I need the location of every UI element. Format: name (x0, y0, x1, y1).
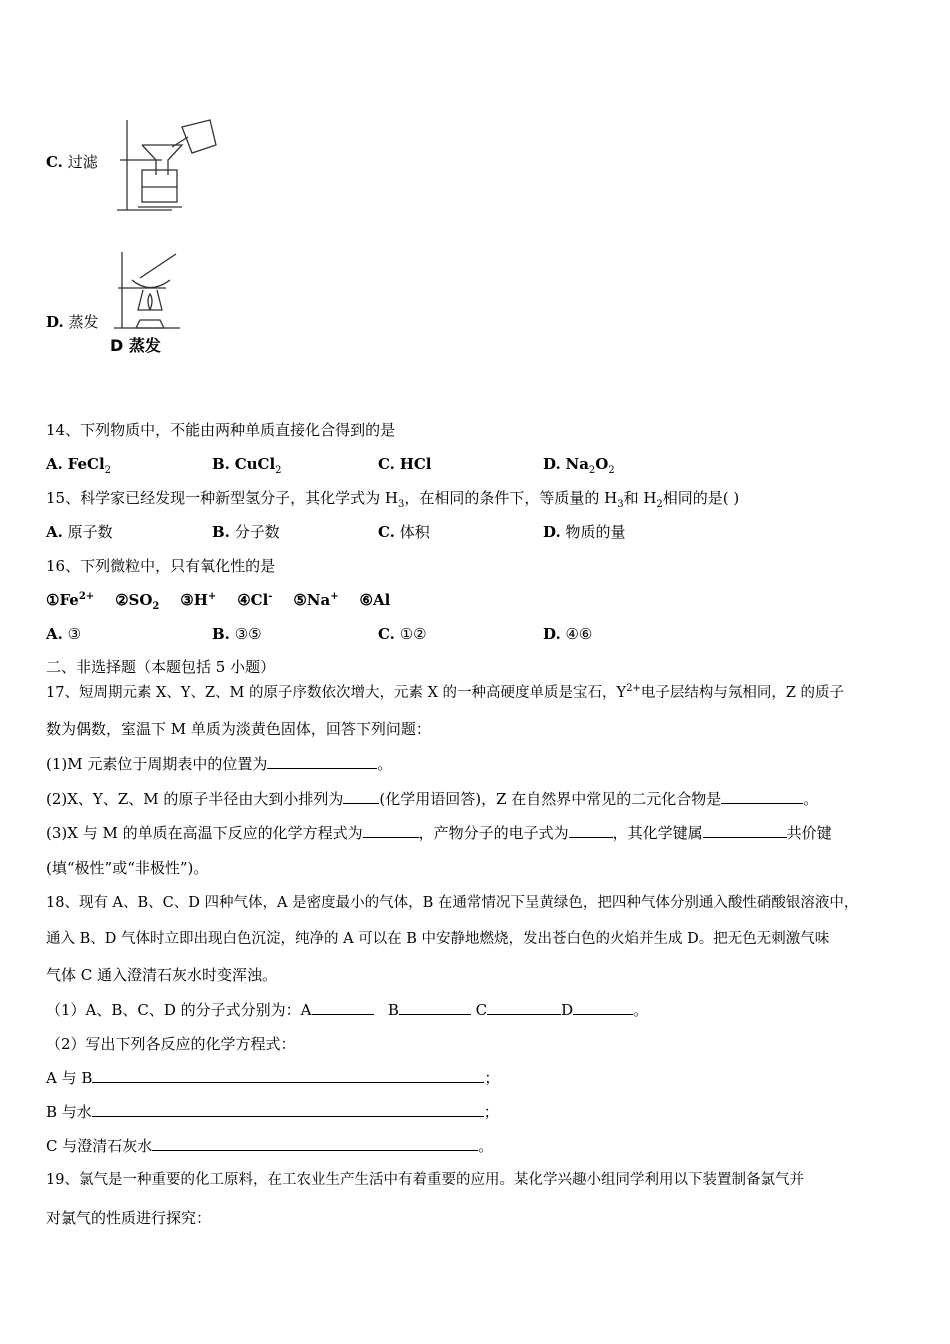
option-key: C. (378, 455, 395, 473)
q14-stem: 14、下列物质中，不能由两种单质直接化合得到的是 (46, 421, 396, 439)
option-text: 物质的量 (565, 523, 626, 541)
option-key: C. (46, 153, 63, 171)
q14-option-d[interactable] (543, 454, 615, 474)
answer-blank[interactable] (312, 1000, 374, 1015)
subscript: 2 (588, 465, 596, 476)
q18-stem-line1: 18、现有 A、B、C、D 四种气体，A 是密度最小的气体，B 在通常情况下呈黄绿色，把四种气体分别通入酸性硝酸银溶液中， (46, 895, 859, 911)
q15-option-d[interactable] (543, 522, 626, 542)
option-text: ①② (399, 625, 427, 643)
q17-stem-line2: 数为偶数，室温下 M 单质为淡黄色固体，回答下列问题： (46, 720, 431, 738)
option-key: C. (378, 625, 395, 643)
answer-blank[interactable] (573, 1000, 633, 1015)
q14-option-a[interactable] (46, 454, 111, 474)
q14-option-b[interactable] (212, 454, 282, 474)
option-text: 蒸发 (68, 313, 99, 331)
option-text: FeCl (67, 455, 105, 473)
subscript: 2 (656, 499, 663, 510)
option-key: B. (212, 455, 230, 473)
q17-part1: (1)M 元素位于周期表中的位置为 。 (46, 755, 393, 773)
option-key: D. (543, 455, 561, 473)
q19-stem-line2: 对氯气的性质进行探究： (46, 1209, 212, 1227)
q16-stem: 16、下列微粒中，只有氧化性的是 (46, 557, 276, 575)
answer-blank[interactable] (92, 1068, 484, 1083)
option-key: D. (46, 313, 64, 331)
answer-blank[interactable] (487, 1000, 561, 1015)
q17-part3: (3)X 与 M 的单质在高温下反应的化学方程式为 ，产物分子的电子式为 ，其化学键属 共价键 (46, 824, 832, 842)
subscript: 3 (397, 499, 405, 510)
option-text: 分子数 (234, 523, 280, 541)
q16-option-d[interactable] (543, 624, 592, 644)
q18-stem-line2: 通入 B、D 气体时立即出现白色沉淀，纯净的 A 可以在 B 中安静地燃烧，发出苍白色的火焰并生成 D。把无色无刺激气味 (46, 931, 830, 947)
q16-option-c[interactable] (378, 624, 427, 644)
q17-stem-line1: 17、短周期元素 X、Y、Z、M 的原子序数依次增大，元素 X 的一种高硬度单质是宝石，$Y^{2+}$电子层结构与氖相同，Z 的质子 (46, 683, 845, 701)
option-text: CuCl (234, 455, 276, 473)
subscript: 2 (275, 465, 282, 476)
stem-text: 和 H (623, 489, 657, 507)
option-text: ③⑤ (234, 625, 262, 643)
q17-part2: (2)X、Y、Z、M 的原子半径由大到小排列为 (化学用语回答)，Z 在自然界中常见的二元化合物是 。 (46, 790, 819, 808)
subscript: 2 (104, 465, 112, 476)
q16-option-a[interactable] (46, 624, 81, 644)
stem-text: 15、科学家已经发现一种新型氢分子，其化学式为 H (46, 489, 398, 507)
q18-stem-line3: 气体 C 通入澄清石灰水时变浑浊。 (46, 966, 278, 984)
q18-reaction-b-water: B 与水 ； (46, 1103, 499, 1121)
option-d-evaporation (46, 312, 99, 332)
section-heading: 二、非选择题（本题包括 5 小题） (46, 658, 276, 676)
q16-species-list (46, 590, 390, 610)
stem-text: 相同的是( ) (662, 489, 740, 507)
q17-part3-note: (填“极性”或“非极性”)。 (46, 859, 209, 877)
answer-blank[interactable] (399, 1000, 471, 1015)
option-c-filtration (46, 152, 98, 172)
option-key: A. (46, 523, 63, 541)
answer-blank[interactable] (152, 1136, 478, 1151)
q18-reaction-a-b: A 与 B ； (46, 1069, 500, 1087)
answer-blank[interactable] (267, 754, 377, 769)
option-text: O (595, 455, 609, 473)
q15-option-a[interactable] (46, 522, 113, 542)
option-key: A. (46, 455, 63, 473)
species-item: ④Cl- (237, 591, 273, 609)
option-key: D. (543, 625, 561, 643)
option-key: C. (378, 523, 395, 541)
species-item: ③H+ (180, 591, 217, 609)
species-item: $①Fe^{2+}$ (46, 591, 95, 609)
q16-option-b[interactable] (212, 624, 262, 644)
stem-text: ，在相同的条件下，等质量的 H (404, 489, 618, 507)
evaporation-apparatus-figure (110, 250, 190, 330)
option-key: D. (543, 523, 561, 541)
option-text: ③ (67, 625, 82, 643)
option-text: HCl (399, 455, 432, 473)
option-key: A. (46, 625, 63, 643)
option-text: ④⑥ (565, 625, 593, 643)
option-text: 过滤 (67, 153, 98, 171)
option-key: B. (212, 523, 230, 541)
q18-part1: （1）A、B、C、D 的分子式分别为：A B C D 。 (46, 1001, 649, 1019)
q19-stem-line1: 19、氯气是一种重要的化工原料，在工农业生产生活中有着重要的应用。某化学兴趣小组同学利用以下装置制备氯气并 (46, 1172, 804, 1188)
q15-option-c[interactable] (378, 522, 430, 542)
subscript: 2 (608, 465, 615, 476)
option-text: Na (565, 455, 589, 473)
option-key: B. (212, 625, 230, 643)
option-text: 原子数 (67, 523, 113, 541)
q18-reaction-c-limewater: C 与澄清石灰水 。 (46, 1137, 494, 1155)
species-item: $②SO_2$ (115, 591, 160, 612)
figure-caption: D 蒸发 (110, 336, 161, 355)
q15-option-b[interactable] (212, 522, 280, 542)
answer-blank[interactable] (703, 823, 787, 838)
species-item: ⑥Al (359, 591, 391, 609)
answer-blank[interactable] (363, 823, 419, 838)
answer-blank[interactable] (569, 823, 613, 838)
q14-option-c[interactable] (378, 454, 432, 474)
q18-part2: （2）写出下列各反应的化学方程式： (46, 1035, 296, 1053)
filtration-apparatus-figure (112, 115, 222, 215)
option-text: 体积 (399, 523, 430, 541)
subscript: 3 (617, 499, 624, 510)
species-item: ⑤Na+ (293, 591, 339, 609)
q15-stem (46, 488, 739, 508)
answer-blank[interactable] (721, 789, 803, 804)
answer-blank[interactable] (343, 789, 379, 804)
answer-blank[interactable] (92, 1102, 484, 1117)
